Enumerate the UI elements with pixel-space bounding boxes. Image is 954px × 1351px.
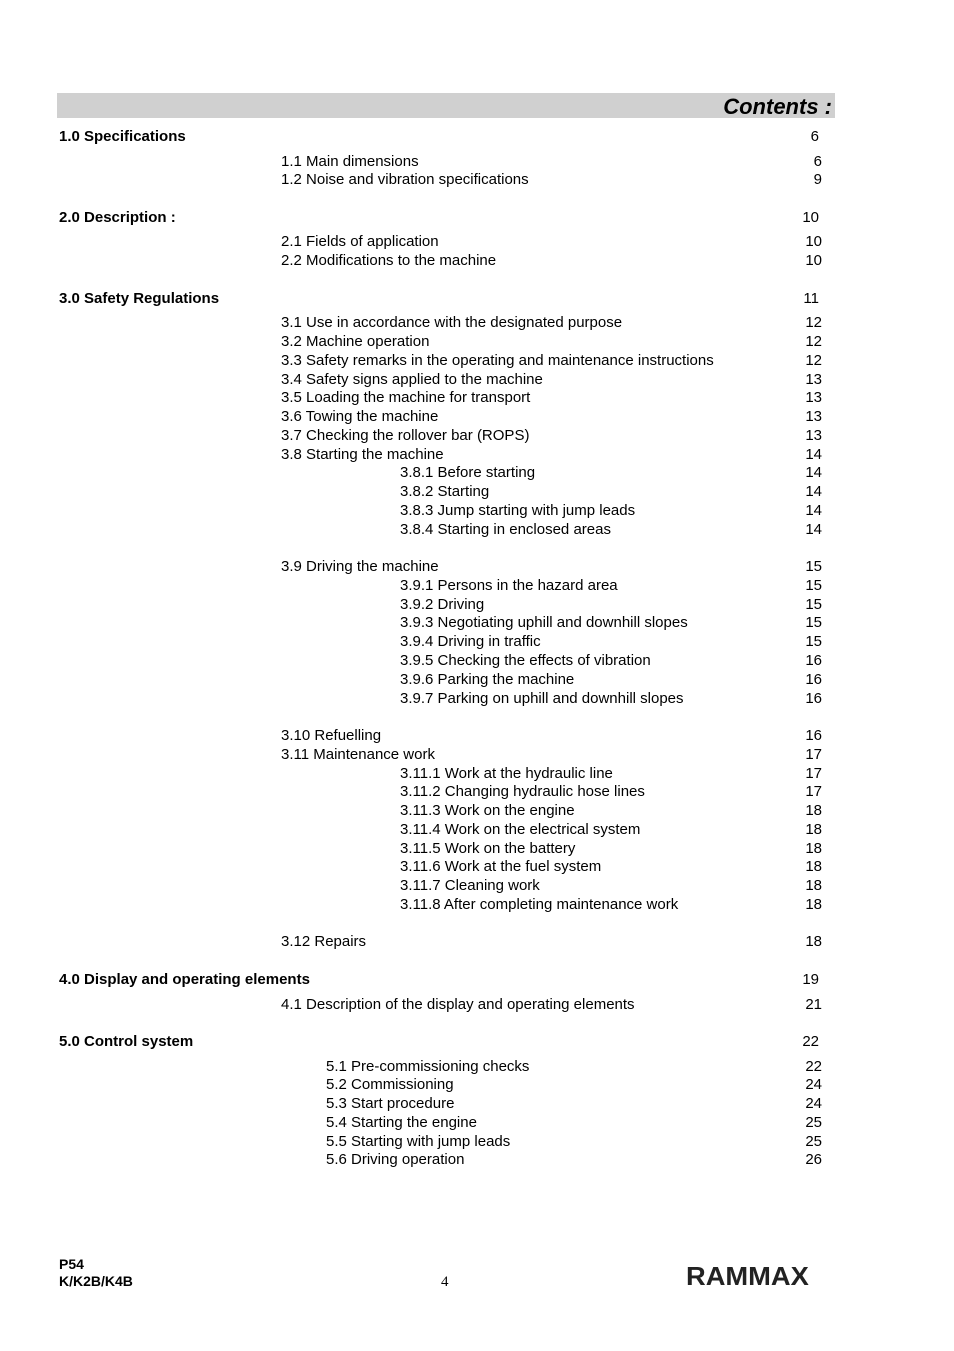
toc-page-number: 13 xyxy=(805,389,822,406)
toc-page-number: 25 xyxy=(805,1133,822,1150)
rammax-logo: RAMMAX xyxy=(686,1261,809,1291)
toc-entry-title: 3.4 Safety signs applied to the machine xyxy=(281,371,543,388)
toc-entry-title: 3.9.3 Negotiating uphill and downhill slopes xyxy=(400,614,688,631)
toc-section-title: 4.0 Display and operating elements xyxy=(59,971,310,988)
toc-entry-title: 3.11.7 Cleaning work xyxy=(400,877,540,894)
toc-entry-title: 4.1 Description of the display and operating elements xyxy=(281,996,635,1013)
toc-page-number: 18 xyxy=(805,933,822,950)
toc-page-number: 6 xyxy=(813,153,822,170)
page-number: 4 xyxy=(441,1274,449,1290)
toc-page-number: 16 xyxy=(805,690,822,707)
toc-page-number: 13 xyxy=(805,371,822,388)
toc-page-number: 14 xyxy=(805,464,822,481)
toc-entry-title: 3.11.4 Work on the electrical system xyxy=(400,821,641,838)
toc-section-title: 2.0 Description : xyxy=(59,209,176,226)
toc-entry-title: 5.4 Starting the engine xyxy=(326,1114,477,1131)
toc-page-number: 13 xyxy=(805,408,822,425)
toc-entry-title: 3.11.2 Changing hydraulic hose lines xyxy=(400,783,645,800)
toc-page-number: 24 xyxy=(805,1076,822,1093)
toc-entry-title: 3.11.5 Work on the battery xyxy=(400,840,576,857)
toc-entry-title: 3.9.7 Parking on uphill and downhill slopes xyxy=(400,690,684,707)
toc-entry-title: 2.2 Modifications to the machine xyxy=(281,252,497,269)
toc-section-title: 5.0 Control system xyxy=(59,1033,194,1050)
toc-section-title: 1.0 Specifications xyxy=(59,128,186,145)
contents-header-bar xyxy=(57,93,835,118)
toc-page-number: 19 xyxy=(802,971,819,988)
toc-page-number: 16 xyxy=(805,652,822,669)
toc-page-number: 16 xyxy=(805,727,822,744)
toc-page-number: 26 xyxy=(805,1151,822,1168)
footer-model-variants: K/K2B/K4B xyxy=(59,1273,133,1289)
toc-entry-title: 3.11.1 Work at the hydraulic line xyxy=(400,765,613,782)
toc-entry-title: 3.9.2 Driving xyxy=(400,596,485,613)
toc-page-number: 10 xyxy=(805,233,822,250)
toc-entry-title: 3.5 Loading the machine for transport xyxy=(281,389,531,406)
toc-page-number: 15 xyxy=(805,633,822,650)
toc-entry-title: 3.9.5 Checking the effects of vibration xyxy=(400,652,651,669)
toc-page-number: 17 xyxy=(805,746,822,763)
toc-page-number: 22 xyxy=(805,1058,822,1075)
toc-entry-title: 3.6 Towing the machine xyxy=(281,408,439,425)
toc-entry-title: 3.11.3 Work on the engine xyxy=(400,802,575,819)
toc-page-number: 15 xyxy=(805,614,822,631)
toc-entry-title: 3.9.1 Persons in the hazard area xyxy=(400,577,618,594)
toc-entry-title: 3.8.3 Jump starting with jump leads xyxy=(400,502,636,519)
toc-entry-title: 5.5 Starting with jump leads xyxy=(326,1133,511,1150)
toc-page-number: 16 xyxy=(805,671,822,688)
toc-entry-title: 3.11.6 Work at the fuel system xyxy=(400,858,602,875)
toc-entry-title: 3.8.1 Before starting xyxy=(400,464,536,481)
toc-page-number: 14 xyxy=(805,502,822,519)
toc-page-number: 12 xyxy=(805,352,822,369)
toc-page-number: 21 xyxy=(805,996,822,1013)
toc-page-number: 6 xyxy=(810,128,819,145)
toc-page-number: 18 xyxy=(805,877,822,894)
toc-page-number: 15 xyxy=(805,596,822,613)
toc-section-title: 3.0 Safety Regulations xyxy=(59,290,220,307)
toc-entry-title: 3.12 Repairs xyxy=(281,933,367,950)
toc-entry-title: 3.9.6 Parking the machine xyxy=(400,671,575,688)
footer-model-code: P54 xyxy=(59,1256,84,1272)
toc-page-number: 11 xyxy=(803,290,819,307)
toc-entry-title: 5.1 Pre-commissioning checks xyxy=(326,1058,530,1075)
toc-entry-title: 1.2 Noise and vibration specifications xyxy=(281,171,529,188)
toc-page-number: 13 xyxy=(805,427,822,444)
toc-entry-title: 2.1 Fields of application xyxy=(281,233,439,250)
toc-entry-title: 3.11.8 After completing maintenance work xyxy=(400,896,679,913)
contents-title: Contents : xyxy=(723,94,832,119)
toc-entry-title: 5.3 Start procedure xyxy=(326,1095,455,1112)
toc-page-number: 14 xyxy=(805,446,822,463)
toc-page-number: 18 xyxy=(805,802,822,819)
toc-entry-title: 3.2 Machine operation xyxy=(281,333,430,350)
toc-entry-title: 3.9.4 Driving in traffic xyxy=(400,633,541,650)
toc-page-number: 12 xyxy=(805,314,822,331)
toc-entry-title: 3.7 Checking the rollover bar (ROPS) xyxy=(281,427,530,444)
toc-entry-title: 1.1 Main dimensions xyxy=(281,153,419,170)
toc-entry-title: 3.9 Driving the machine xyxy=(281,558,439,575)
toc-entry-title: 3.8.4 Starting in enclosed areas xyxy=(400,521,611,538)
toc-page-number: 15 xyxy=(805,577,822,594)
toc-entry-title: 3.3 Safety remarks in the operating and maintenance instructions xyxy=(281,352,714,369)
toc-page-number: 14 xyxy=(805,483,822,500)
toc-page-number: 10 xyxy=(805,252,822,269)
toc-page-number: 22 xyxy=(802,1033,819,1050)
toc-page-number: 15 xyxy=(805,558,822,575)
toc-entry-title: 3.8 Starting the machine xyxy=(281,446,444,463)
footer-model xyxy=(59,1256,133,1290)
toc-page-number: 17 xyxy=(805,783,822,800)
toc-entry-title: 3.1 Use in accordance with the designated purpose xyxy=(281,314,623,331)
toc-page-number: 12 xyxy=(805,333,822,350)
toc-page-number: 14 xyxy=(805,521,822,538)
toc-page-number: 24 xyxy=(805,1095,822,1112)
toc-entry-title: 5.2 Commissioning xyxy=(326,1076,454,1093)
toc-page-number: 18 xyxy=(805,821,822,838)
toc-page-number: 18 xyxy=(805,840,822,857)
toc-page-number: 18 xyxy=(805,896,822,913)
toc-page-number: 18 xyxy=(805,858,822,875)
toc-page-number: 9 xyxy=(813,171,822,188)
toc-page-number: 25 xyxy=(805,1114,822,1131)
toc-page-number: 10 xyxy=(802,209,819,226)
toc-page-number: 17 xyxy=(805,765,822,782)
toc-entry-title: 3.8.2 Starting xyxy=(400,483,490,500)
toc-entry-title: 3.11 Maintenance work xyxy=(281,746,435,763)
toc-entry-title: 5.6 Driving operation xyxy=(326,1151,465,1168)
toc-entry-title: 3.10 Refuelling xyxy=(281,727,382,744)
